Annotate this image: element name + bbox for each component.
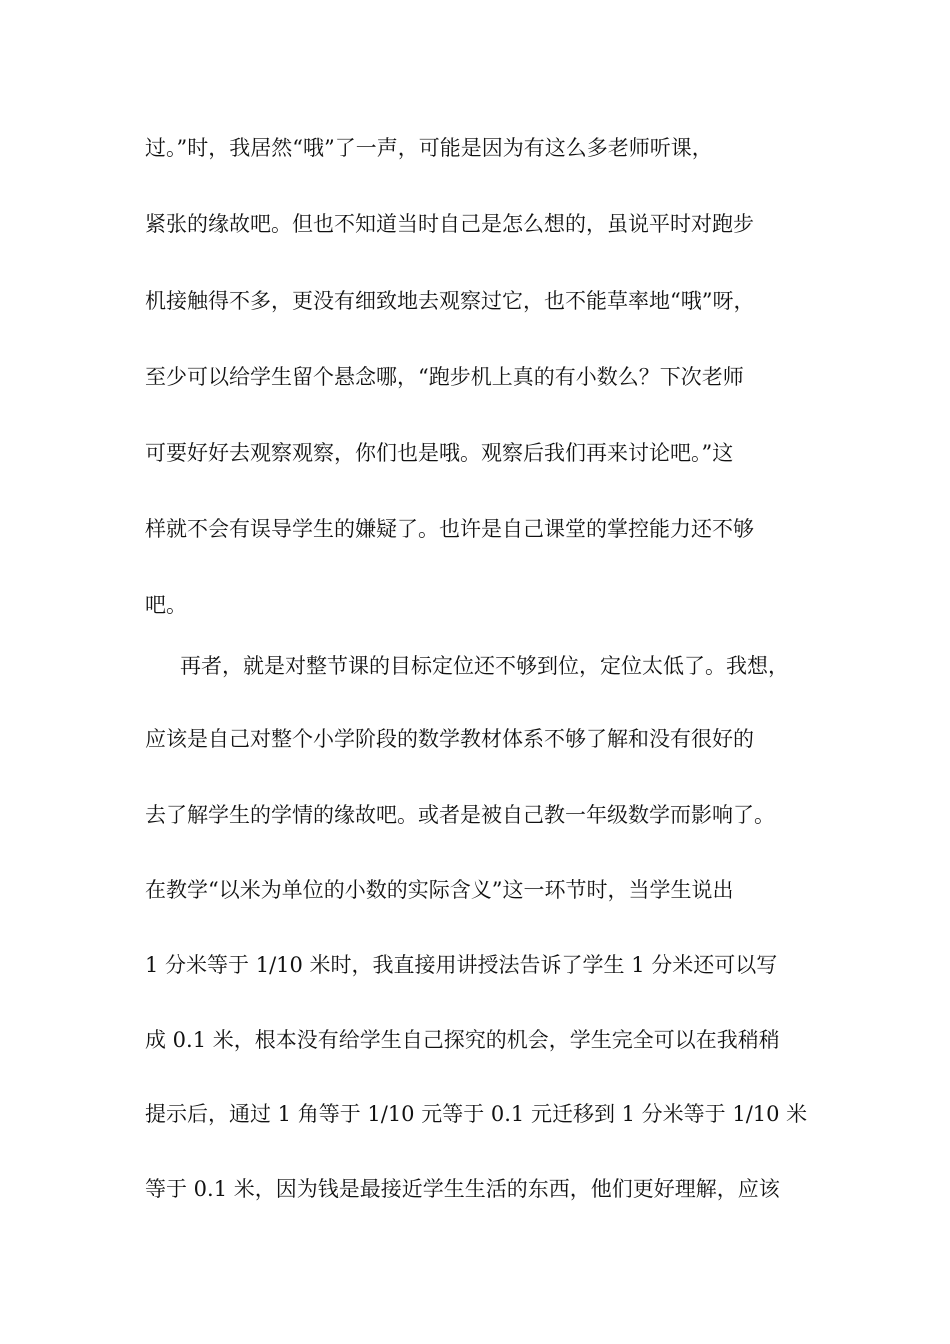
text-line: 紧张的缘故吧。但也不知道当时自己是怎么想的，虽说平时对跑步 [145, 212, 754, 236]
paragraph-first-line: 再者，就是对整节课的目标定位还不够到位，定位太低了。我想， [180, 654, 789, 678]
text-line: 过。”时，我居然“哦”了一声，可能是因为有这么多老师听课， [145, 136, 713, 160]
text-line: 在教学“以米为单位的小数的实际含义”这一环节时，当学生说出 [145, 878, 734, 902]
text-line: 吧。 [145, 593, 187, 617]
text-line: 1 分米等于 1/10 米时，我直接用讲授法告诉了学生 1 分米还可以写 [145, 953, 778, 977]
text-line: 成 0.1 米，根本没有给学生自己探究的机会，学生完全可以在我稍稍 [145, 1028, 780, 1052]
text-line: 至少可以给学生留个悬念哪，“跑步机上真的有小数么？下次老师 [145, 365, 744, 389]
text-line: 可要好好去观察观察，你们也是哦。观察后我们再来讨论吧。”这 [145, 441, 734, 465]
text-line: 提示后，通过 1 角等于 1/10 元等于 0.1 元迁移到 1 分米等于 1/10 米 [145, 1102, 808, 1126]
text-line: 等于 0.1 米，因为钱是最接近学生生活的东西，他们更好理解，应该 [145, 1177, 780, 1201]
text-line: 样就不会有误导学生的嫌疑了。也许是自己课堂的掌控能力还不够 [145, 517, 754, 541]
text-line: 应该是自己对整个小学阶段的数学教材体系不够了解和没有很好的 [145, 727, 754, 751]
text-line: 机接触得不多，更没有细致地去观察过它，也不能草率地“哦”呀， [145, 289, 755, 313]
text-line: 去了解学生的学情的缘故吧。或者是被自己教一年级数学而影响了。 [145, 803, 775, 827]
